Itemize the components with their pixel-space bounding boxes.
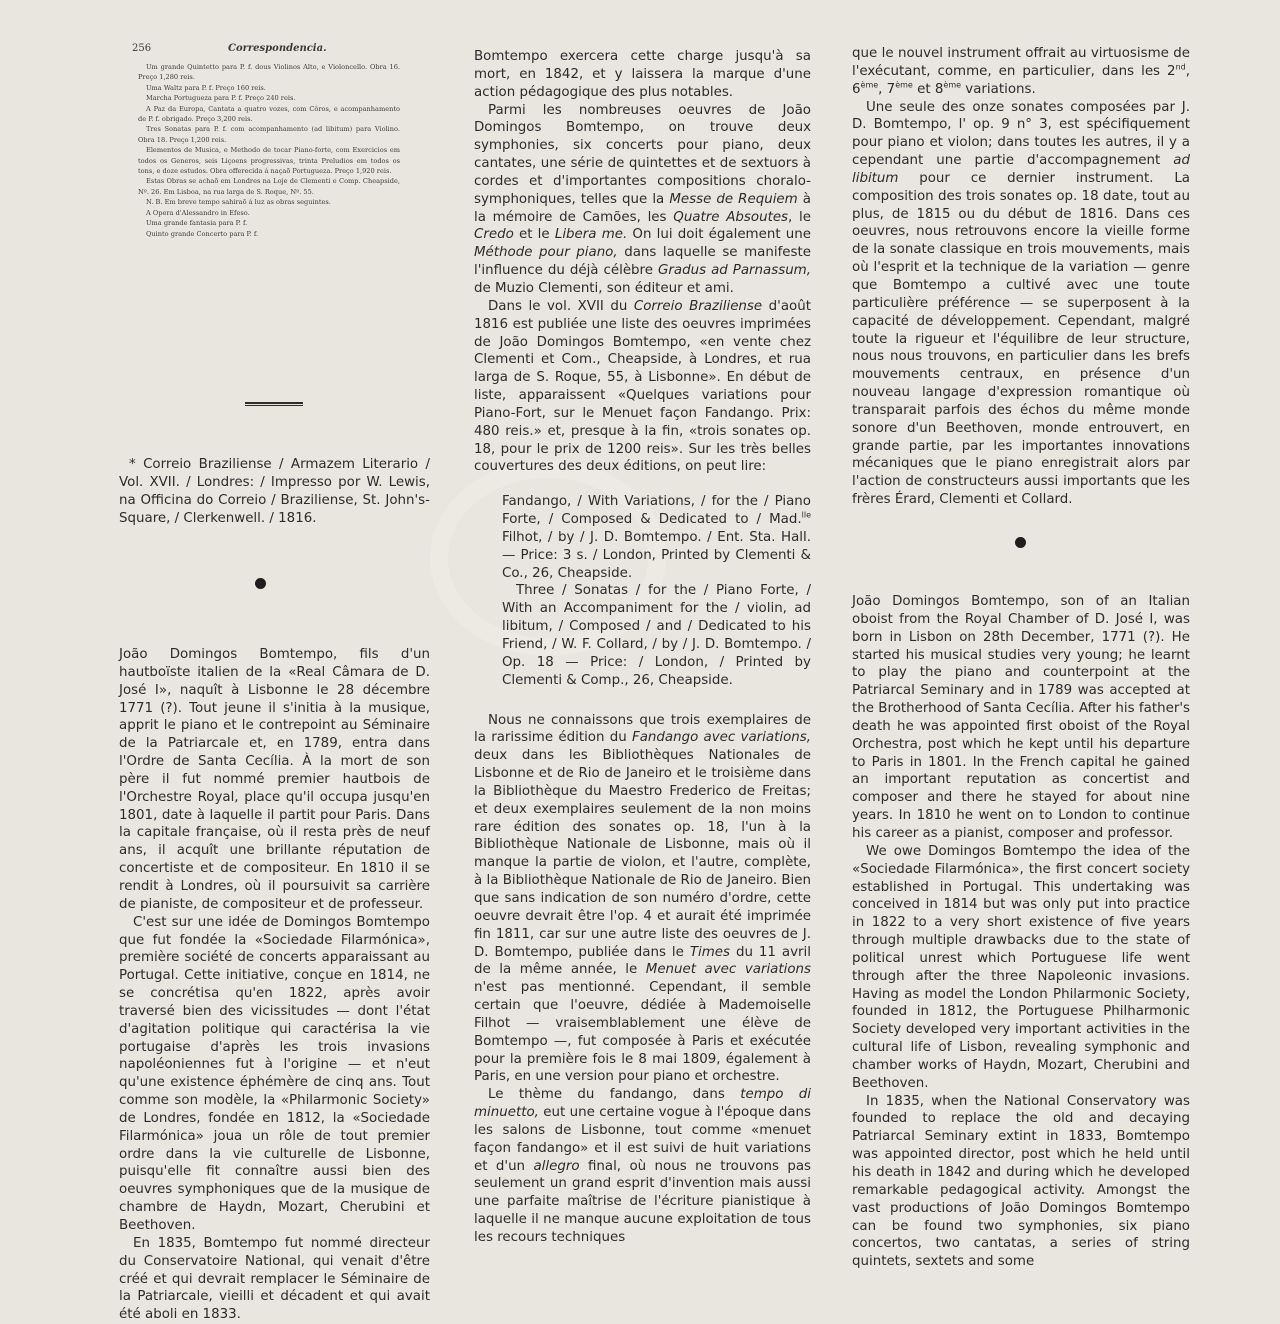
- paragraph: Nous ne connaissons que trois exemplaires de la rarissime édition du Fandango avec variations, deux dans les Bibliothèques Nationales de Lisbonne et de Rio de Janeiro et le troisième dans la Bibliothèque du Maestro Frederico de Freitas; et deux exemplaires seulement de la non moins rare édition des sonates op. 18, l'un à la Bibliothèque Nationale de Lisbonne, mais où il manque la partie de violon, et l'autre, complète, à la Bibliothèque Nationale de Rio de Janeiro. Bien que sans indication de son numéro d'ordre, cette oeuvre devrait être l'op. 4 et aurait été imprimée fin 1811, car sur une autre liste des oeuvres de J. D. Bomtempo, publiée dans le Times du 11 avril de la même année, le Menuet avec variations n'est pas mentionné. Cependant, il semble certain que l'oeuvre, dédiée à Mademoiselle Filhot — vraisemblablement une élève de Bomtempo —, fut composée à Paris et exécutée pour la première fois le 8 mai 1809, également à Paris, en une version pour piano et orchestre.: [474, 712, 812, 1085]
- clipping-running-head: Correspondencia.: [228, 43, 327, 54]
- clipping-entry: Elementos de Musica, e Methodo de tocar Piano-forte, com Exercicios em todos os Generos, seis Liçoens progressivas, trinta Preludios em todos os tons, e doze estudos. Obra offerecida á naçaõ Portugueza. Preço 1,920 reis.: [138, 146, 400, 176]
- paragraph: João Domingos Bomtempo, fils d'un hautboïste italien de la «Real Câmara de D. José I», naquît à Lisbonne le 28 décembre 1771 (?). Tout jeune il s'initia à la musique, apprit le piano et le contrepoint au Séminaire de la Patriarcale et, en 1789, entra dans l'Ordre de Santa Cecília. À la mort de son père il fut nommé premier hautbois de l'Orchestre Royal, place qu'il occupa jusqu'en 1801, date à laquelle il partit pour Paris. Dans la capitale française, où il resta près de neuf ans, il acquît une brillante réputation de concertiste et de compositeur. En 1810 il se rendit à Londres, où il poursuivit sa carrière de pianiste, de compositeur et de professeur.: [119, 647, 430, 912]
- english-column: [852, 593, 1190, 1271]
- french-column-2: [474, 48, 811, 1247]
- paragraph: Parmi les nombreuses oeuvres de João Domingos Bomtempo, on trouve deux symphonies, six concerts pour piano, deux cantates, une série de quintettes et de sextuors à cordes et d'importantes compositions choralo-symphoniques, telles que la Messe de Requiem à la mémoire de Camões, les Quatre Absoutes, le Credo et le Libera me. On lui doit également une Méthode pour piano, dans laquelle se manifeste l'influence du déjà célèbre Gradus ad Parnassum, de Muzio Clementi, son éditeur et ami.: [474, 102, 812, 296]
- clipping-entry: Tres Sonatas para P. f. com acompanhamento (ad libitum) para Violino. Obra 18. Preço 1,200 reis.: [138, 125, 400, 144]
- title-page-quotes: [474, 493, 811, 689]
- clipping-entry: N. B. Em breve tempo sahiraõ á luz as obras seguintes.: [146, 198, 331, 207]
- section-bullet-left: [255, 578, 266, 589]
- source-footnote: [119, 456, 430, 527]
- section-bullet-right: [1015, 537, 1026, 548]
- paragraph: João Domingos Bomtempo, son of an Italian oboist from the Royal Chamber of D. José I, was born in Lisbon on 28th December, 1771 (?). He started his musical studies very young; he learnt to play the piano and counterpoint at the Patriarcal Seminary and in 1789 was accepted at the Brotherhood of Santa Cecília. After his father's death he was appointed first oboist of the Royal Orchestra, post which he kept until his departure to Paris in 1801. In the French capital he gained an important reputation as concertist and composer and there he stayed for about nine years. In 1810 he went on to London to continue his career as a pianist, composer and professor.: [852, 594, 1190, 841]
- french-column-1: [119, 646, 430, 1324]
- quote-sonatas: Three / Sonatas / for the / Piano Forte, / With an Accompaniment for the / violin, ad libitum, / Composed / and / Dedicated to his Friend, / W. F. Collard, / by / J. D. Bomtempo. / Op. 18 — Price: / London, / Printed by Clementi & Comp., 26, Cheapside.: [502, 583, 811, 688]
- french-column-3: [852, 45, 1190, 509]
- clipping-entry: Estas Obras se achaõ em Londres na Loje de Clementi e Comp. Cheapside, Nº. 26. Em Lisboa, na rua larga de S. Roque, Nº. 55.: [138, 177, 400, 196]
- clipping-entry: A Opera d'Alessandro in Efeso.: [146, 208, 250, 217]
- clipping-entry: Quinto grande Concerto para P. f.: [146, 229, 259, 238]
- paragraph: In 1835, when the National Conservatory was founded to replace the old and decaying Patriarcal Seminary extint in 1833, Bomtempo was appointed director, post which he held until his death in 1842 and during which he developed remarkable pedagogical activity. Amongst the vast productions of João Domingos Bomtempo can be found two symphonies, six piano concertos, two cantatas, a series of string quintets, sextets and some: [852, 1093, 1190, 1270]
- paragraph: Dans le vol. XVII du Correio Braziliense d'août 1816 est publiée une liste des oeuvres imprimées de João Domingos Bomtempo, «en vente chez Clementi et Com., Cheapside, à Londres, et rua larga de S. Roque, 55, à Lisbonne». En début de liste, apparaissent «Quelques variations pour Piano-Fort, sur le Menuet façon Fandango. Prix: 480 reis.» et, presque à la fin, «trois sonates op. 18, pour le prix de 1200 reis». Sur les très belles couvertures des deux éditions, on peut lire:: [474, 298, 811, 475]
- source-footnote-text: * Correio Braziliense / Armazem Literario / Vol. XVII. / Londres: / Impresso por W. Lewis, na Officina do Correio / Braziliense, St. John's-Square, / Clerkenwell. / 1816.: [119, 457, 430, 526]
- paragraph: En 1835, Bomtempo fut nommé directeur du Conservatoire National, qui venait d'être créé et qui devrait remplacer le Séminaire de la Patriarcale, vieilli et décadent et qui avait été aboli en 1833.: [119, 1235, 430, 1323]
- paragraph: Le thème du fandango, dans tempo di minuetto, eut une certaine vogue à l'époque dans les salons de Lisbonne, tout comme «menuet façon fandango» et il est suivi de huit variations et d'un allegro final, où nous ne trouvons pas seulement un grand esprit d'invention mais aussi une parfaite maîtrise de l'écriture pianistique à laquelle il ne manque aucune exploitation de tous les recours techniques: [474, 1087, 812, 1245]
- clipping-end-rule: [245, 402, 303, 406]
- quote-fandango: Fandango, / With Variations, / for the / Piano Forte, / Composed & Dedicated to / Mad.$^{lle}$ Filhot, / by / J. D. Bomtempo. / Ent. Sta. Hall. — Price: 3 s. / London, Printed by Clementi & Co., 26, Cheapside.: [502, 494, 811, 581]
- clipping-entry: A Paz da Europa, Cantata a quatro vozes, com Côros, e acompanhamento de P. f. obrigado. Preço 3,200 reis.: [138, 104, 400, 124]
- paragraph: Une seule des onze sonates composées par J. D. Bomtempo, l' op. 9 n° 3, est spécifiquement pour piano et violon; dans toutes les autres, il y a cependant une partie d'accompagnement ad libitum pour ce dernier instrument. La composition des trois sonates op. 18 date, tout au plus, de 1815 ou du début de 1816. Dans ces oeuvres, nous retrouvons encore la vieille forme de la sonate classique en trois mouvements, mais où l'esprit et la technique de la variation — genre que Bomtempo a cultivé avec une toute particulière préférence — se superposent à la capacité de développement. Cependant, malgré toute la rigueur et l'équilibre de leur structure, nous nous trouvons, en particulier dans les brefs mouvements centraux, en présence d'un nouveau langage d'expression romantique où transparait parfois des échos du même monde sonore d'un Beethoven, monde entrouvert, en grande partie, par les importantes innovations mécaniques que le piano enregistrait alors par l'action de constructeurs aussi importants que les frères Érard, Clementi et Collard.: [852, 99, 1190, 508]
- clipping-entry: Marcha Portugueza para P. f. Preço 240 reis.: [146, 94, 296, 103]
- clipping-entry: Uma grande fantasia para P. f.: [146, 219, 248, 228]
- paragraph: We owe Domingos Bomtempo the idea of the «Sociedade Filarmónica», the first concert society established in Portugal. This undertaking was conceived in 1814 but was only put into practice in 1822 to a very short existence of five years through multiple drawbacks due to the state of political unrest which Portuguese life went through after the three Napoleonic invasions. Having as model the London Philarmonic Society, founded in 1812, the Portuguese Philharmonic Society developed very important activities in the cultural life of Lisbon, revealing symphonic and chamber works of Haydn, Mozart, Cherubini and Beethoven.: [852, 843, 1190, 1091]
- clipping-entry: Uma Waltz para P. f. Preço 160 reis.: [146, 83, 266, 92]
- clipping-page-number: 256: [132, 43, 152, 54]
- paragraph: C'est sur une idée de Domingos Bomtempo que fut fondée la «Sociedade Filarmónica», première société de concerts apparaissant au Portugal. Cette initiative, conçue en 1814, ne se concrétisa qu'en 1822, après avoir traversé bien des vicissitudes — dont l'état d'agitation politique qui caractérisa la vie portugaise d'après les trois invasions napoléoniennes fut à l'origine — et n'eut qu'une existence éphémère de cinq ans. Tout comme son modèle, la «Philarmonic Society» de Londres, fondée en 1812, la «Sociedade Filarmónica» joua un rôle de tout premier ordre dans la vie culturelle de Lisbonne, puisqu'elle fit connaître aussi bien des oeuvres symphoniques que de la musique de chambre de Haydn, Mozart, Cherubini et Beethoven.: [119, 914, 430, 1233]
- clipping-header: [132, 43, 400, 62]
- paragraph: que le nouvel instrument offrait au virtuosisme de l'exécutant, comme, en particulier, dans les 2nd, 6ème, 7ème et 8ème variations.: [852, 46, 1190, 97]
- clipping-entry: Um grande Quintetto para P. f. dous Violinos Alto, e Violoncello. Obra 16. Preço 1,280 reis.: [138, 63, 400, 82]
- paragraph: Bomtempo exercera cette charge jusqu'à sa mort, en 1842, et y laissera la marque d'une action pédagogique des plus notables.: [474, 49, 811, 100]
- correio-clipping: [132, 43, 400, 239]
